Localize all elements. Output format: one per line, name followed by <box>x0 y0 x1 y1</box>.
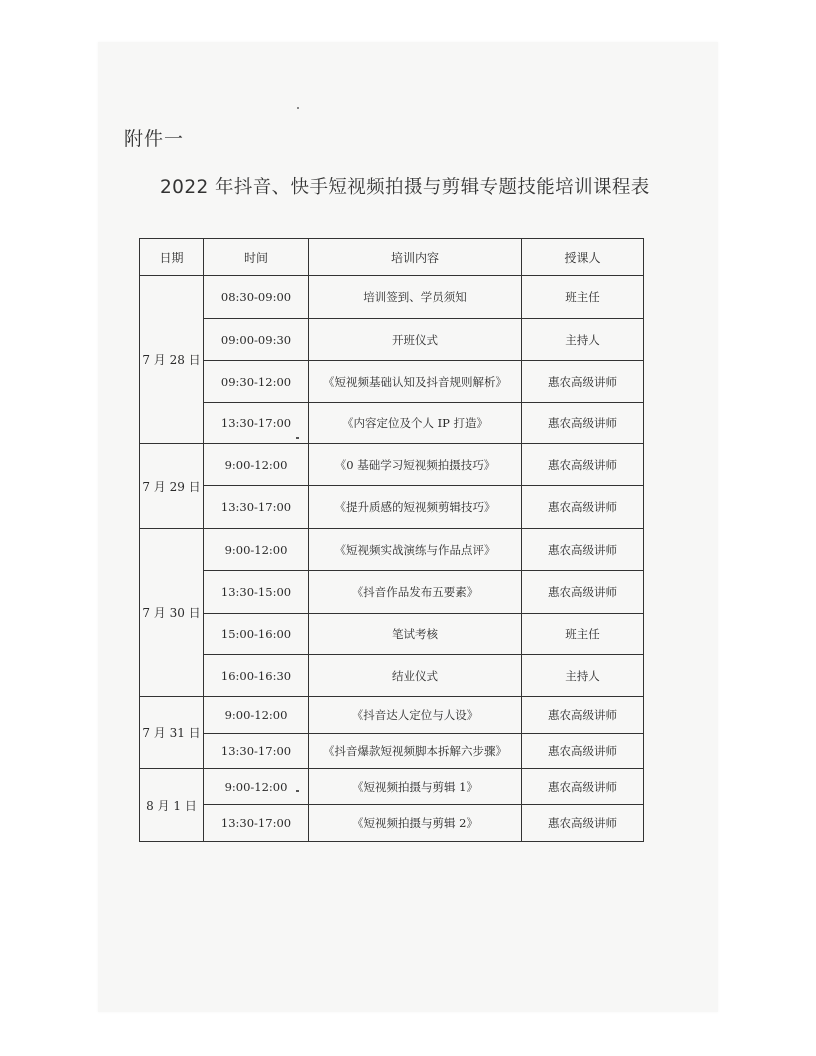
teacher-cell: 惠农高级讲师 <box>522 697 644 734</box>
content-cell: 《短视频实战演练与作品点评》 <box>309 529 522 571</box>
table-row <box>140 444 644 486</box>
content-cell: 《0 基础学习短视频拍摄技巧》 <box>309 444 522 486</box>
teacher-cell: 惠农高级讲师 <box>522 403 644 444</box>
teacher-cell: 惠农高级讲师 <box>522 529 644 571</box>
table-row <box>140 361 644 403</box>
teacher-cell: 主持人 <box>522 319 644 361</box>
table-row <box>140 769 644 805</box>
time-cell: 13:30-17:00 <box>204 486 309 529</box>
attachment-label: 附件一 <box>124 128 185 150</box>
content-cell: 《短视频拍摄与剪辑 2》 <box>309 805 522 842</box>
teacher-cell: 班主任 <box>522 614 644 655</box>
table-row <box>140 571 644 614</box>
content-cell: 《提升质感的短视频剪辑技巧》 <box>309 486 522 529</box>
schedule-table <box>139 238 644 842</box>
content-cell: 开班仪式 <box>309 319 522 361</box>
column-header-time: 时间 <box>204 239 309 276</box>
teacher-cell: 惠农高级讲师 <box>522 769 644 805</box>
date-cell: 7 月 30 日 <box>140 529 204 697</box>
table-row <box>140 403 644 444</box>
time-cell: 9:00-12:00 <box>204 697 309 734</box>
column-header-content: 培训内容 <box>309 239 522 276</box>
table-row <box>140 655 644 697</box>
document-title: 2022 年抖音、快手短视频拍摄与剪辑专题技能培训课程表 <box>160 177 650 198</box>
teacher-cell: 惠农高级讲师 <box>522 734 644 769</box>
scan-speck <box>297 107 299 109</box>
time-cell: 16:00-16:30 <box>204 655 309 697</box>
teacher-cell: 惠农高级讲师 <box>522 571 644 614</box>
table-row <box>140 319 644 361</box>
content-cell: 《抖音爆款短视频脚本拆解六步骤》 <box>309 734 522 769</box>
teacher-cell: 惠农高级讲师 <box>522 486 644 529</box>
column-header-date: 日期 <box>140 239 204 276</box>
time-cell: 09:30-12:00 <box>204 361 309 403</box>
table-header-row <box>140 239 644 276</box>
date-cell: 7 月 31 日 <box>140 697 204 769</box>
content-cell: 笔试考核 <box>309 614 522 655</box>
teacher-cell: 惠农高级讲师 <box>522 444 644 486</box>
time-cell: 9:00-12:00 <box>204 769 309 805</box>
date-cell: 8 月 1 日 <box>140 769 204 842</box>
teacher-cell: 惠农高级讲师 <box>522 361 644 403</box>
time-cell: 13:30-17:00 <box>204 403 309 444</box>
column-header-teacher: 授课人 <box>522 239 644 276</box>
time-cell: 9:00-12:00 <box>204 529 309 571</box>
time-cell: 13:30-17:00 <box>204 805 309 842</box>
time-cell: 15:00-16:00 <box>204 614 309 655</box>
time-cell: 13:30-15:00 <box>204 571 309 614</box>
time-cell: 13:30-17:00 <box>204 734 309 769</box>
content-cell: 《短视频基础认知及抖音规则解析》 <box>309 361 522 403</box>
table-row <box>140 734 644 769</box>
teacher-cell: 主持人 <box>522 655 644 697</box>
content-cell: 《内容定位及个人 IP 打造》 <box>309 403 522 444</box>
teacher-cell: 惠农高级讲师 <box>522 805 644 842</box>
time-cell: 08:30-09:00 <box>204 276 309 319</box>
table-row <box>140 697 644 734</box>
content-cell: 《抖音达人定位与人设》 <box>309 697 522 734</box>
time-cell: 9:00-12:00 <box>204 444 309 486</box>
table-row <box>140 529 644 571</box>
table-row <box>140 486 644 529</box>
table-row <box>140 805 644 842</box>
content-cell: 《短视频拍摄与剪辑 1》 <box>309 769 522 805</box>
time-cell: 09:00-09:30 <box>204 319 309 361</box>
content-cell: 结业仪式 <box>309 655 522 697</box>
table-row <box>140 276 644 319</box>
content-cell: 《抖音作品发布五要素》 <box>309 571 522 614</box>
date-cell: 7 月 29 日 <box>140 444 204 529</box>
date-cell: 7 月 28 日 <box>140 276 204 444</box>
schedule-body <box>140 276 644 842</box>
content-cell: 培训签到、学员须知 <box>309 276 522 319</box>
teacher-cell: 班主任 <box>522 276 644 319</box>
table-row <box>140 614 644 655</box>
